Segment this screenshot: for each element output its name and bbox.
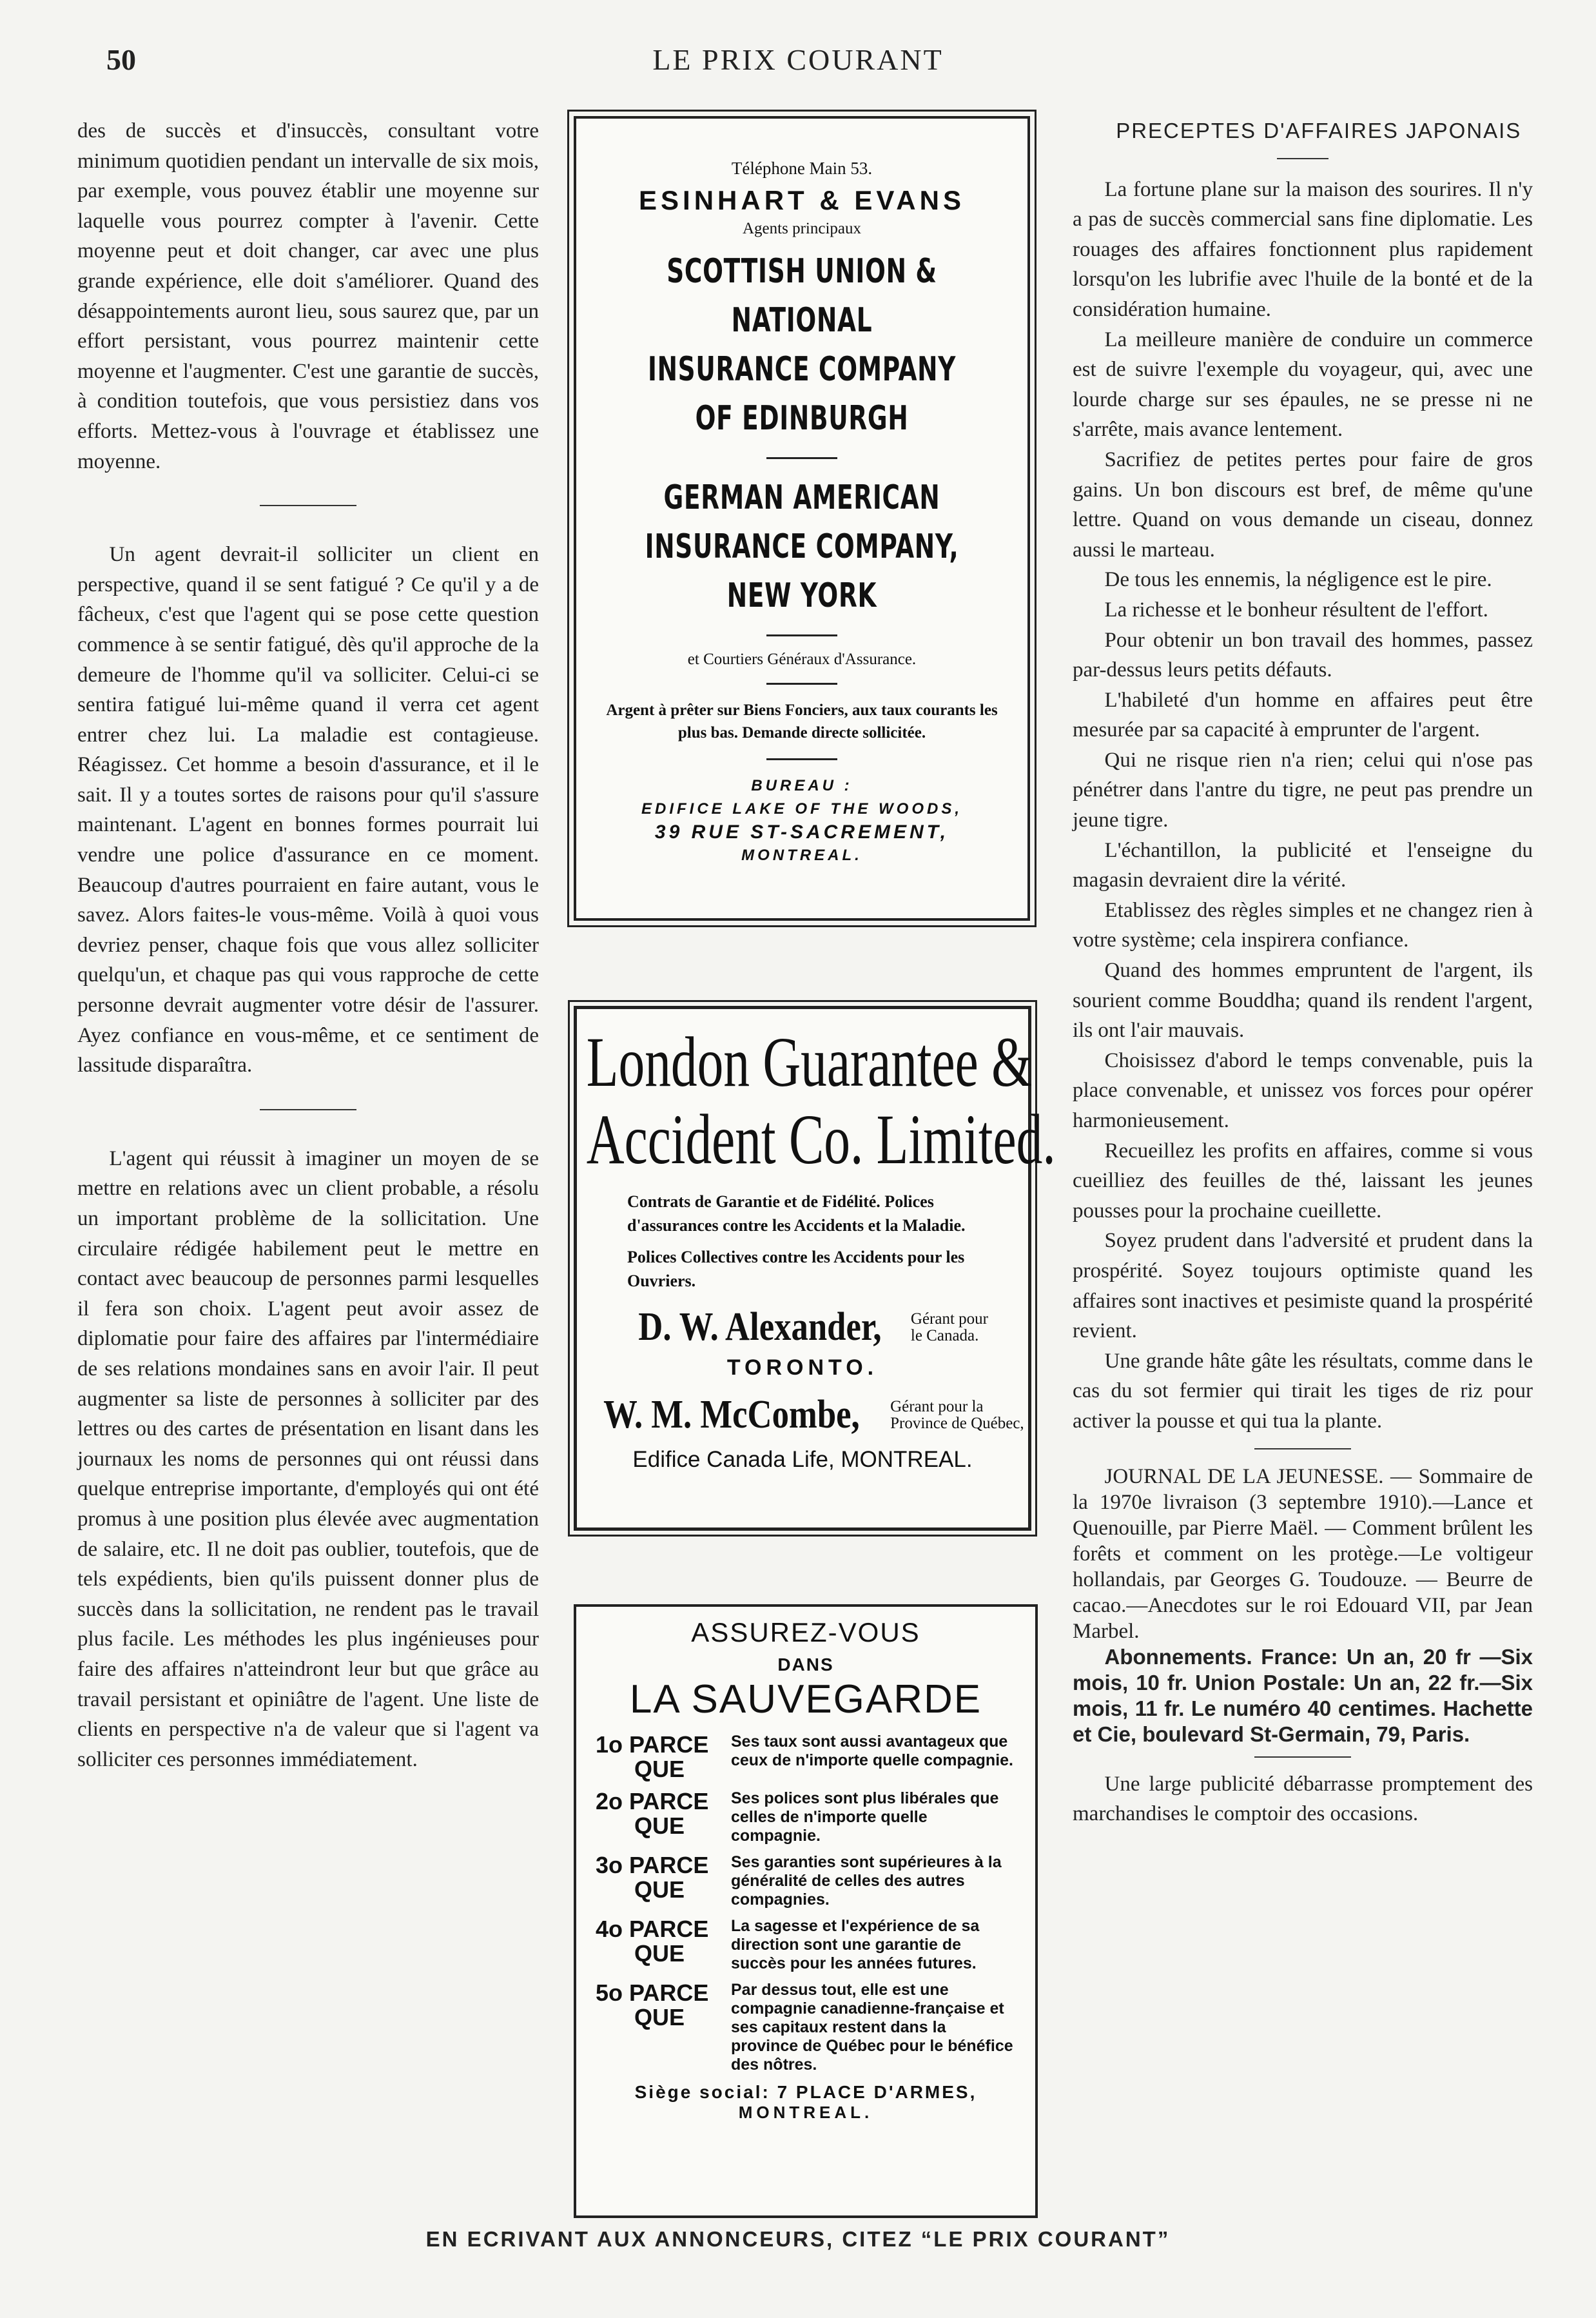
reason-label: 3o PARCE QUE bbox=[596, 1852, 709, 1903]
reason-item bbox=[576, 1733, 1035, 1782]
manager-row bbox=[577, 1392, 1028, 1438]
ad-divider bbox=[766, 634, 837, 636]
ad-la-sauvegarde bbox=[574, 1604, 1038, 2218]
company-name-line: OF EDINBURGH bbox=[695, 399, 909, 438]
manager-role bbox=[911, 1311, 988, 1344]
ad-head-office-city: MONTREAL. bbox=[738, 2103, 873, 2122]
section-divider bbox=[260, 505, 356, 506]
reason-label: 2o PARCE QUE bbox=[596, 1788, 709, 1839]
article-paragraph: Un agent devrait-il solliciter un client en perspective, quand il se sent fatigué ? Ce qu'il y a de fâcheux, c'est que l'agent qui se pose cette question commence à se sentir fatigué, dès qu'il approche de la demeure de l'homme qu'il va solliciter. Celui-ci se sentira fatigué lui-même quand il verra cet agent entrer chez lui. La maladie est contagieuse. Réagissez. Cet homme a besoin d'assurance, et il le sait. Il y a toutes sortes de raisons pour qu'il s'assure maintenant. L'agent en bonnes formes pourrait lui vendre une police d'assurance en ce moment. Beaucoup d'autres pourraient en faire autant, vous le savez. Alors faites-le vous-même. Voilà à quoi vous devriez penser, chaque fois que vous allez solliciter quelqu'un, et chaque pas qui vous rapproche de cette personne devrait augmenter votre désir de l'assurer. Ayez confiance en vous-même, et ce sentiment de lassitude disparaîtra. bbox=[77, 543, 539, 1077]
article-paragraph: L'agent qui réussit à imaginer un moyen de se mettre en relations avec un client probable, a résolu un important problème de la sollicitation. Une circulaire rédigée habilement peut le mettre en contact avec beaucoup de personnes parmi lesquelles il fera son choix. L'agent peut avoir assez de diplomatie pour faire des affaires par l'intermédiaire de ses relations mondaines sans en avoir l'air. Il peut augmenter sa liste de personnes à solliciter par des lettres ou des cartes de présentation en lisant dans les journaux les noms de personnes qui ont réussi dans quelque entreprise importante, d'employés qui ont été promus à une position plus élevée avec augmentation de salaire, etc. Il ne doit pas oublier, toutefois, que de tels expédients, bien qu'ils puissent donner plus de succès dans la sollicitation, ne rendent pas le travail plus facile. Les méthodes les plus ingénieuses pour faire des affaires n'atteindront leur but que grâce au travail persistant et opiniâtre de l'agent. Une liste de clients en perspective n'a de valeur que si l'agent va solliciter ces personnes immédiatement. bbox=[77, 1146, 539, 1771]
reason-text: Ses garanties sont supérieures à la généralité de celles des autres compagnies. bbox=[731, 1853, 1002, 1909]
manager-role-line: Province de Québec, bbox=[890, 1414, 1024, 1432]
ad-agents-label: Agents principaux bbox=[743, 220, 861, 237]
ad-loan-text: Argent à prêter sur Biens Fonciers, aux taux courants les plus bas. Demande directe sollicitée. bbox=[606, 702, 998, 742]
ad-bureau-line: EDIFICE LAKE OF THE WOODS, bbox=[641, 800, 962, 818]
manager-name: D. W. Alexander, bbox=[638, 1305, 882, 1349]
reason-text: La sagesse et l'expérience de sa direction sont une garantie de succès pour les années futures. bbox=[731, 1917, 980, 1972]
reasons-list bbox=[576, 1733, 1035, 2074]
company-name-line: INSURANCE COMPANY, bbox=[645, 527, 959, 566]
reason-label: 4o PARCE QUE bbox=[596, 1916, 709, 1967]
precept-paragraph: Quand des hommes empruntent de l'argent, ils sourient comme Bouddha; quand ils rendent l'argent, ils ont l'air mauvais. bbox=[1073, 959, 1533, 1043]
closing-paragraph: Une large publicité débarrasse promptement des marchandises le comptoir des occasions. bbox=[1073, 1772, 1533, 1826]
manager-role-line: Gérant pour la bbox=[890, 1397, 984, 1415]
precept-paragraph: La richesse et le bonheur résultent de l'effort. bbox=[1104, 598, 1488, 622]
manager-role bbox=[890, 1399, 1024, 1432]
ad-company-name: Accident Co. Limited. bbox=[586, 1100, 1056, 1179]
ad-service-text: Polices Collectives contre les Accidents pour les Ouvriers. bbox=[627, 1248, 965, 1290]
ad-bureau-line: BUREAU : bbox=[751, 777, 853, 794]
precept-paragraph: Soyez prudent dans l'adversité et prudent dans la prospérité. Soyez toujours optimiste quand les affaires sont inactives et pesimiste quand la prospérité revient. bbox=[1073, 1229, 1533, 1343]
precept-paragraph: Pour obtenir un bon travail des hommes, passez par-dessus leurs petits défauts. bbox=[1073, 628, 1533, 682]
ad-bureau-line: 39 RUE ST-SACREMENT, bbox=[654, 821, 949, 843]
precept-paragraph: L'habileté d'un homme en affaires peut être mesurée par sa capacité à emprunter de l'argent. bbox=[1073, 688, 1533, 742]
ad-company-name: LA SAUVEGARDE bbox=[629, 1677, 982, 1722]
manager-role-line: Gérant pour bbox=[910, 1310, 988, 1328]
ad-phone: Téléphone Main 53. bbox=[731, 159, 873, 178]
precept-paragraph: Recueillez les profits en affaires, comme si vous cueilliez des feuilles de thé, laissant les jeunes pousses pour la prochaine cueillette. bbox=[1073, 1139, 1533, 1223]
section-heading: PRECEPTES D'AFFAIRES JAPONAIS bbox=[1116, 119, 1522, 142]
ad-divider bbox=[766, 683, 837, 685]
company-name-line: INSURANCE COMPANY bbox=[647, 350, 957, 389]
precept-paragraph: Sacrifiez de petites pertes pour faire de gros gains. Un bon discours est bref, de même qu'une lettre. Quand on vous demande un ciseau, donnez aussi le marteau. bbox=[1073, 447, 1533, 562]
ad-firm-name: ESINHART & EVANS bbox=[639, 185, 965, 215]
company-name-line: NEW YORK bbox=[726, 576, 877, 615]
precept-paragraph: De tous les ennemis, la négligence est le pire. bbox=[1104, 568, 1492, 592]
section-divider bbox=[260, 1109, 356, 1110]
precept-paragraph: L'échantillon, la publicité et l'enseigne du magasin devraient dire la vérité. bbox=[1073, 838, 1533, 892]
reason-item bbox=[576, 1981, 1035, 2074]
reason-label: 1o PARCE QUE bbox=[596, 1731, 709, 1782]
reason-item bbox=[576, 1789, 1035, 1845]
reason-item bbox=[576, 1917, 1035, 1973]
ad-bureau-line: MONTREAL. bbox=[741, 847, 862, 864]
subscription-notice: Abonnements. France: Un an, 20 fr —Six mois, 10 fr. Union Postale: Un an, 22 fr.—Six mois, 11 fr. Le numéro 40 centimes. Hachette et Cie, boulevard St-Germain, 79, Paris. bbox=[1073, 1644, 1533, 1746]
section-divider bbox=[1254, 1756, 1351, 1758]
manager-role-line: le Canada. bbox=[910, 1326, 979, 1344]
reason-text: Par dessus tout, elle est une compagnie canadienne-française et ses capitaux restent dans la province de Québec pour le bénéfice des nôtres. bbox=[731, 1981, 1013, 2074]
ad-office: Edifice Canada Life, MONTREAL. bbox=[632, 1447, 973, 1472]
precept-paragraph: Qui ne risque rien n'a rien; celui qui n'ose pas pénétrer dans l'antre du tigre, ne peut pas prendre un jeune tigre. bbox=[1073, 748, 1533, 832]
ad-divider bbox=[766, 758, 837, 760]
reason-item bbox=[576, 1853, 1035, 1909]
left-column bbox=[77, 116, 539, 1774]
manager-row bbox=[577, 1304, 1028, 1350]
page-title: LE PRIX COURANT bbox=[652, 43, 944, 76]
ad-esinhart-evans bbox=[574, 116, 1030, 921]
reason-label: 5o PARCE QUE bbox=[596, 1979, 709, 2030]
right-column bbox=[1073, 116, 1533, 1829]
ad-head-office: Siège social: 7 PLACE D'ARMES, bbox=[634, 2082, 977, 2102]
company-name-line: SCOTTISH UNION & NATIONAL bbox=[667, 252, 937, 340]
journal-notice: JOURNAL DE LA JEUNESSE. — Sommaire de la 1970e livraison (3 septembre 1910).—Lance et Quenouille, par Pierre Maël. — Comment brûlent les forêts et comment on les protège.—Le voltigeur hollandais, par Georges G. Toudouze. — Beurre de cacao.—Anecdotes sur le roi Edouard VII, par Jean Marbel. bbox=[1073, 1464, 1533, 1643]
precept-paragraph: La meilleure manière de conduire un commerce est de suivre l'exemple du voyageur, qui, avec une lourde charge sur ses épaules, ne se presse ni ne s'arrête, mais avance lentement. bbox=[1073, 328, 1533, 442]
reason-text: Ses polices sont plus libérales que celles de n'importe quelle compagnie. bbox=[731, 1789, 999, 1845]
page-footer: EN ECRIVANT AUX ANNONCEURS, CITEZ “LE PRIX COURANT” bbox=[425, 2227, 1171, 2251]
manager-name: W. M. McCombe, bbox=[603, 1393, 861, 1437]
ad-service-text: Contrats de Garantie et de Fidélité. Polices d'assurances contre les Accidents et la Maladie. bbox=[627, 1192, 966, 1235]
section-divider bbox=[1277, 158, 1328, 159]
ad-city: TORONTO. bbox=[726, 1355, 879, 1380]
ad-connector: DANS bbox=[777, 1655, 834, 1675]
ad-courtiers: et Courtiers Généraux d'Assurance. bbox=[687, 651, 917, 668]
page-header bbox=[0, 43, 1596, 88]
page-number: 50 bbox=[106, 43, 136, 76]
precept-paragraph: La fortune plane sur la maison des sourires. Il n'y a pas de succès commercial sans fine diplomatie. Les rouages des affaires fonctionnent plus rapidement lorsqu'on les lubrifie avec l'huile de la bonté et de la considération humaine. bbox=[1073, 177, 1533, 321]
reason-text: Ses taux sont aussi avantageux que ceux de n'importe quelle compagnie. bbox=[731, 1733, 1013, 1769]
precept-paragraph: Une grande hâte gâte les résultats, comme dans le cas du sot fermier qui tirait les tiges de riz pour activer la pousse et qui tua la plante. bbox=[1073, 1349, 1533, 1433]
ad-company-name: London Guarantee & bbox=[586, 1023, 1033, 1101]
ad-headline: ASSUREZ-VOUS bbox=[691, 1617, 920, 1647]
article-paragraph: des de succès et d'insuccès, consultant votre minimum quotidien pendant un intervalle de six mois, par exemple, vous pouvez établir une moyenne sur laquelle vous pourrez compter à l'avenir. Cette moyenne peut et doit changer, car avec une plus grande expérience, elle doit s'améliorer. Quand des désappointements auront lieu, sous saurez que, par un effort persistant, vous pourrez maintenir cette moyenne et l'augmenter. C'est une garantie de succès, à condition toutefois, que vous persistiez dans vos efforts. Mettez-vous à l'ouvrage et établissez une moyenne. bbox=[77, 119, 539, 473]
ad-divider bbox=[766, 457, 837, 459]
ad-london-guarantee bbox=[574, 1006, 1056, 1531]
section-divider bbox=[1254, 1448, 1351, 1449]
precept-paragraph: Etablissez des règles simples et ne changez rien à votre système; cela inspirera confiance. bbox=[1073, 898, 1533, 952]
ad-services bbox=[577, 1190, 1028, 1293]
company-name-line: GERMAN AMERICAN bbox=[663, 478, 940, 517]
precept-paragraph: Choisissez d'abord le temps convenable, puis la place convenable, et unissez vos forces pour opérer harmonieusement. bbox=[1073, 1048, 1533, 1132]
